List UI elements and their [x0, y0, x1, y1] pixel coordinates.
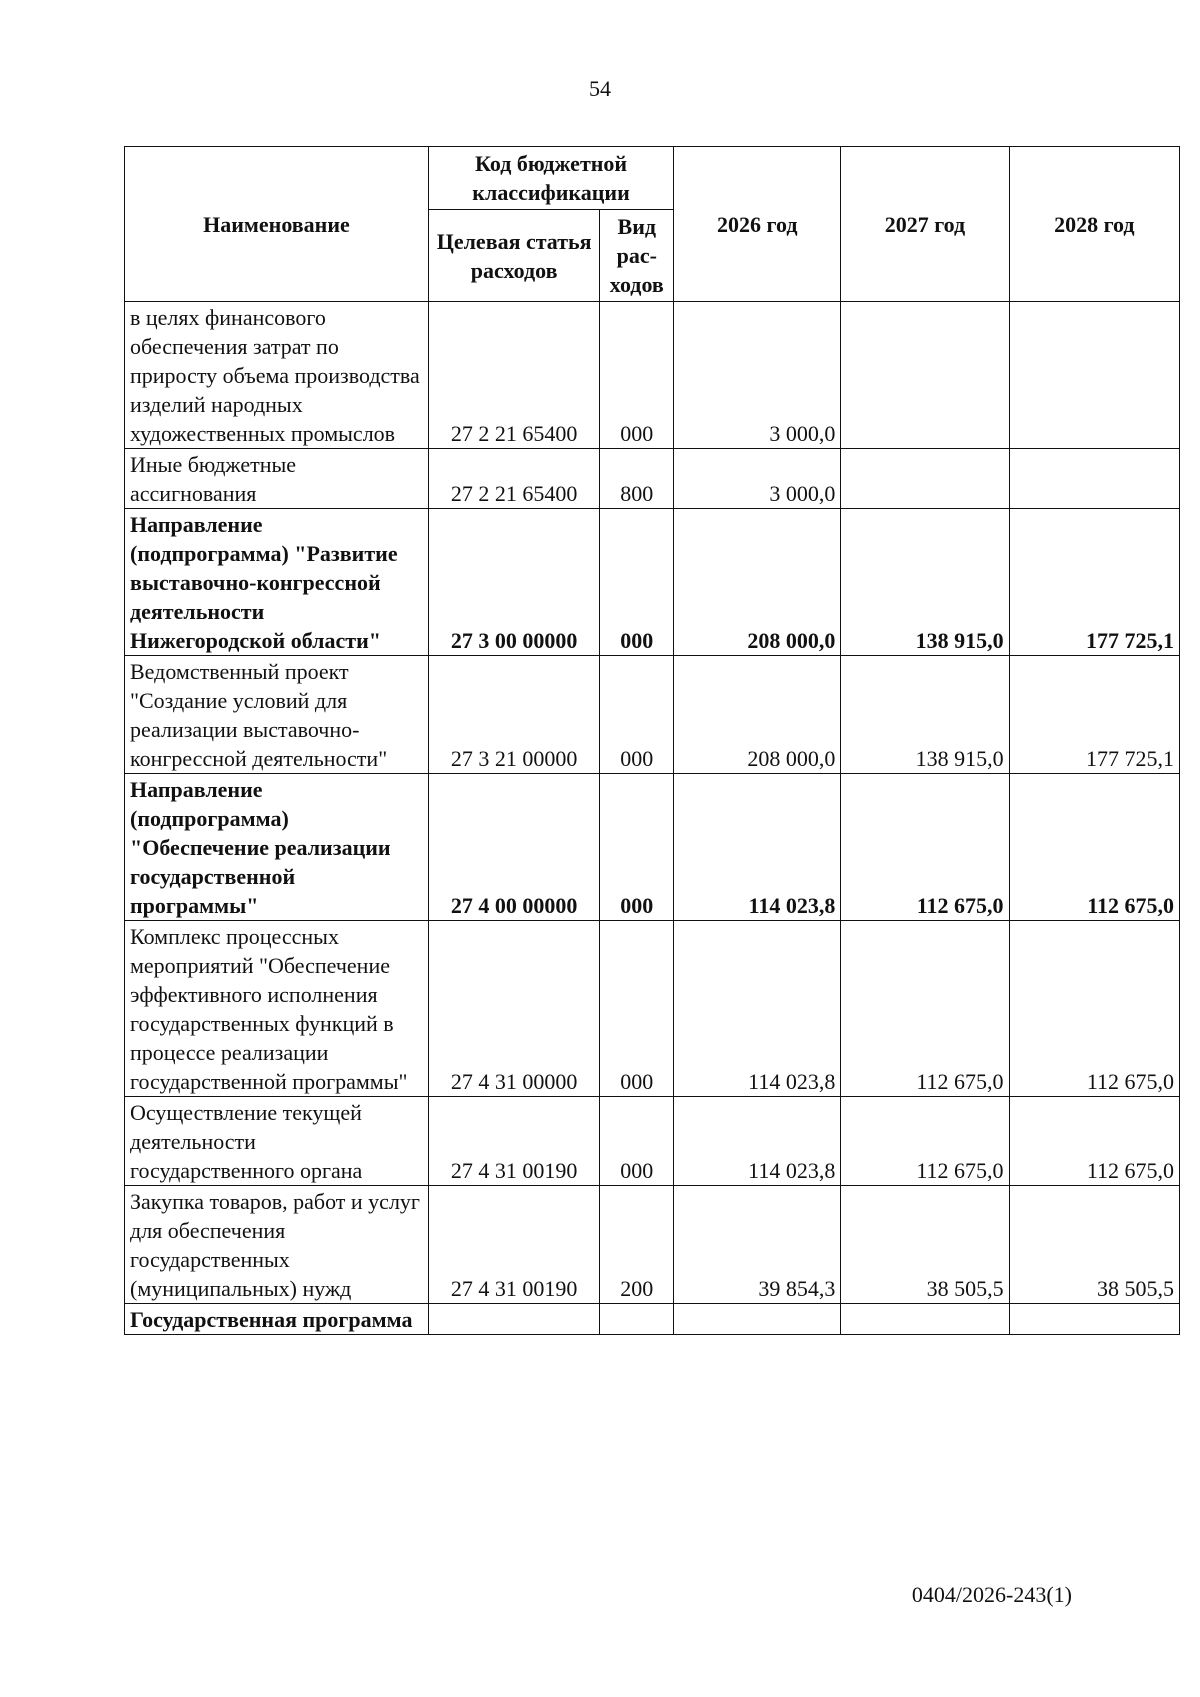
row-2026-cell: 3 000,0 — [674, 449, 841, 509]
row-2027-cell — [841, 1304, 1009, 1335]
row-2028-cell — [1009, 449, 1179, 509]
row-2028-cell: 112 675,0 — [1009, 1097, 1179, 1186]
row-2028-cell: 112 675,0 — [1009, 921, 1179, 1097]
row-2028-cell: 38 505,5 — [1009, 1186, 1179, 1304]
row-2027-cell — [841, 449, 1009, 509]
row-2027-cell: 38 505,5 — [841, 1186, 1009, 1304]
header-2028: 2028 год — [1009, 147, 1179, 302]
row-2028-cell: 177 725,1 — [1009, 656, 1179, 774]
table-row — [125, 1304, 1180, 1335]
row-2027-cell: 112 675,0 — [841, 774, 1009, 921]
row-expense-kind-cell: 000 — [600, 302, 674, 449]
page-number: 54 — [589, 76, 611, 101]
table-row — [125, 774, 1180, 921]
row-name-cell: Комплекс процессных мероприятий "Обеспечение эффективного исполнения государственных функций в процессе реализации государственной программы" — [125, 921, 429, 1097]
row-2028-cell: 112 675,0 — [1009, 774, 1179, 921]
row-name-cell: Государственная программа — [125, 1304, 429, 1335]
table-row — [125, 509, 1180, 656]
row-2026-cell: 208 000,0 — [674, 509, 841, 656]
row-name-cell: Закупка товаров, работ и услуг для обеспечения государственных (муниципальных) нужд — [125, 1186, 429, 1304]
header-budget-code: Код бюджетной классификации — [428, 147, 673, 210]
row-target-code-cell: 27 3 21 00000 — [428, 656, 599, 774]
row-expense-kind-cell: 000 — [600, 774, 674, 921]
table-row — [125, 449, 1180, 509]
header-2026: 2026 год — [674, 147, 841, 302]
table-row — [125, 302, 1180, 449]
row-2027-cell — [841, 302, 1009, 449]
row-expense-kind-cell — [600, 1304, 674, 1335]
row-name-cell: в целях финансового обеспечения затрат по приросту объема производства изделий народных художественных промыслов — [125, 302, 429, 449]
row-2026-cell: 114 023,8 — [674, 774, 841, 921]
table-row — [125, 921, 1180, 1097]
row-expense-kind-cell: 800 — [600, 449, 674, 509]
header-row-1 — [125, 147, 1180, 210]
row-expense-kind-cell: 000 — [600, 656, 674, 774]
document-code: 0404/2026-243(1) — [911, 1582, 1072, 1607]
budget-table — [124, 146, 1180, 1335]
row-name-cell: Иные бюджетные ассигнования — [125, 449, 429, 509]
row-2027-cell: 138 915,0 — [841, 656, 1009, 774]
table-row — [125, 656, 1180, 774]
row-expense-kind-cell: 000 — [600, 921, 674, 1097]
row-2027-cell: 112 675,0 — [841, 921, 1009, 1097]
header-2027: 2027 год — [841, 147, 1009, 302]
row-name-cell: Ведомственный проект "Создание условий для реализации выставочно-конгрессной деятельности" — [125, 656, 429, 774]
row-2026-cell: 3 000,0 — [674, 302, 841, 449]
row-2027-cell: 138 915,0 — [841, 509, 1009, 656]
header-name: Наименование — [125, 147, 429, 302]
row-target-code-cell — [428, 1304, 599, 1335]
row-2026-cell — [674, 1304, 841, 1335]
row-target-code-cell: 27 2 21 65400 — [428, 302, 599, 449]
row-target-code-cell: 27 3 00 00000 — [428, 509, 599, 656]
table-row — [125, 1097, 1180, 1186]
row-name-cell: Направление (подпрограмма) "Развитие выставочно-конгрессной деятельности Нижегородской области" — [125, 509, 429, 656]
row-2026-cell: 208 000,0 — [674, 656, 841, 774]
row-target-code-cell: 27 4 31 00190 — [428, 1097, 599, 1186]
row-2027-cell: 112 675,0 — [841, 1097, 1009, 1186]
row-2026-cell: 39 854,3 — [674, 1186, 841, 1304]
row-2026-cell: 114 023,8 — [674, 1097, 841, 1186]
row-target-code-cell: 27 4 00 00000 — [428, 774, 599, 921]
table-body — [125, 302, 1180, 1335]
row-target-code-cell: 27 4 31 00000 — [428, 921, 599, 1097]
row-target-code-cell: 27 4 31 00190 — [428, 1186, 599, 1304]
header-expense-kind: Вид рас-ходов — [600, 210, 674, 302]
header-target-article: Целевая статья расходов — [428, 210, 599, 302]
row-2028-cell — [1009, 1304, 1179, 1335]
row-expense-kind-cell: 200 — [600, 1186, 674, 1304]
row-2026-cell: 114 023,8 — [674, 921, 841, 1097]
row-expense-kind-cell: 000 — [600, 509, 674, 656]
table-row — [125, 1186, 1180, 1304]
row-2028-cell: 177 725,1 — [1009, 509, 1179, 656]
row-expense-kind-cell: 000 — [600, 1097, 674, 1186]
row-2028-cell — [1009, 302, 1179, 449]
row-name-cell: Осуществление текущей деятельности государственного органа — [125, 1097, 429, 1186]
row-name-cell: Направление (подпрограмма) "Обеспечение реализации государственной программы" — [125, 774, 429, 921]
row-target-code-cell: 27 2 21 65400 — [428, 449, 599, 509]
